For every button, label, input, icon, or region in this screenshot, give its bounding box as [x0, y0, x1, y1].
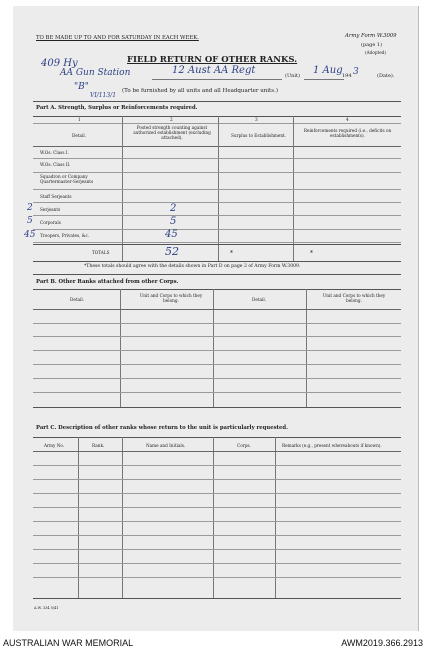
troopers-value: 45: [165, 229, 178, 240]
row-label-serjeants: Serjeants: [40, 207, 61, 212]
row-label-wo-class-1: W.Os. Class I.: [40, 150, 69, 155]
handwritten-unit-name: 12 Aust AA Regt: [172, 65, 256, 76]
part-b-heading: Part B. Other Ranks attached from other Corps.: [36, 279, 179, 285]
row-label-troopers: Troopers, Privates, &c.: [40, 233, 90, 238]
top-note: TO BE MADE UP TO AND FOR SATURDAY IN EACH WEEK.: [36, 35, 199, 41]
col-number-1: 1: [78, 117, 81, 122]
row-label-cqms: Squadron or Company Quartermaster-Serjeants: [40, 174, 94, 184]
date-underline: [304, 79, 344, 80]
footer-accession-number: AWM2019.366.2913: [341, 638, 423, 648]
col-number-4: 4: [346, 117, 349, 122]
handwritten-reference: VI/113/1: [90, 92, 117, 99]
totals-label: TOTALS: [92, 250, 110, 255]
form-sheet: [13, 6, 419, 631]
part-c-col-army-no: Army No.: [44, 443, 65, 448]
date-label: (Date).: [377, 73, 395, 79]
col-header-detail: Detail.: [72, 133, 87, 138]
margin-mark-serjeants: 2: [27, 203, 33, 213]
part-a-footnote: *These totals should agree with the details shown in Part D on page 2 of Army Form W.3009.: [84, 264, 301, 269]
col-header-surplus: Surplus to Establishment.: [231, 133, 287, 138]
part-b-col-detail-2: Detail.: [252, 297, 267, 302]
col-header-posted-strength: Posted strength counting against authorized establishment (excluding attached).: [133, 125, 211, 140]
corporals-value: 5: [170, 216, 177, 227]
footer-credit: AUSTRALIAN WAR MEMORIAL: [3, 638, 134, 648]
part-c-col-name: Name and Initials.: [146, 443, 186, 448]
col-header-reinforcements: Reinforcements required (i.e., deficits on establishments).: [303, 128, 392, 138]
part-b-col-detail-1: Detail.: [70, 297, 85, 302]
form-title: FIELD RETURN OF OTHER RANKS.: [127, 55, 298, 65]
unit-label: (Unit): [285, 73, 300, 79]
handwritten-station: AA Gun Station: [60, 68, 131, 78]
part-b-col-unit-1: Unit and Corps to which they belong.: [139, 293, 203, 303]
part-b-col-unit-2: Unit and Corps to which they belong.: [322, 293, 386, 303]
row-label-corporals: Corporals: [40, 220, 61, 225]
page-number: (page 1): [361, 42, 383, 48]
margin-mark-troopers: 45: [24, 230, 36, 240]
col-number-3: 3: [255, 117, 258, 122]
year-prefix: 194: [342, 73, 352, 79]
handwritten-year-digit: 3: [353, 67, 359, 77]
print-code: A.W. 334 5/41: [34, 606, 59, 610]
furnish-note: (To be furnished by all units and all Headquarter units.): [122, 88, 278, 94]
part-a-top-rule: [33, 101, 401, 102]
adopted-note: (Adopted): [365, 50, 387, 55]
totals-value: 52: [165, 245, 179, 258]
row-label-wo-class-2: W.Os. Class II.: [40, 162, 71, 167]
row-label-staff-serjeants: Staff Serjeants: [40, 194, 72, 199]
totals-mark-surplus: *: [230, 250, 233, 257]
handwritten-unit-code: 409 Hy: [41, 58, 78, 69]
serjeants-value: 2: [170, 203, 177, 214]
part-c-col-remarks: Remarks (e.g., present whereabouts if known).: [282, 443, 382, 448]
unit-underline: [152, 79, 282, 80]
part-a-heading: Part A. Strength, Surplus or Reinforcements required.: [36, 105, 198, 111]
part-c-col-rank: Rank.: [92, 443, 105, 448]
army-form-number: Army Form W.3009: [345, 33, 397, 39]
part-c-col-corps: Corps.: [237, 443, 251, 448]
handwritten-station-letter: "B": [74, 82, 89, 92]
margin-mark-corporals: 5: [27, 216, 33, 226]
col-number-2: 2: [170, 117, 173, 122]
totals-mark-reinforcements: *: [310, 250, 313, 257]
part-c-heading: Part C. Description of other ranks whose return to the unit is particularly requested.: [36, 425, 288, 431]
handwritten-date: 1 Aug: [313, 65, 343, 76]
